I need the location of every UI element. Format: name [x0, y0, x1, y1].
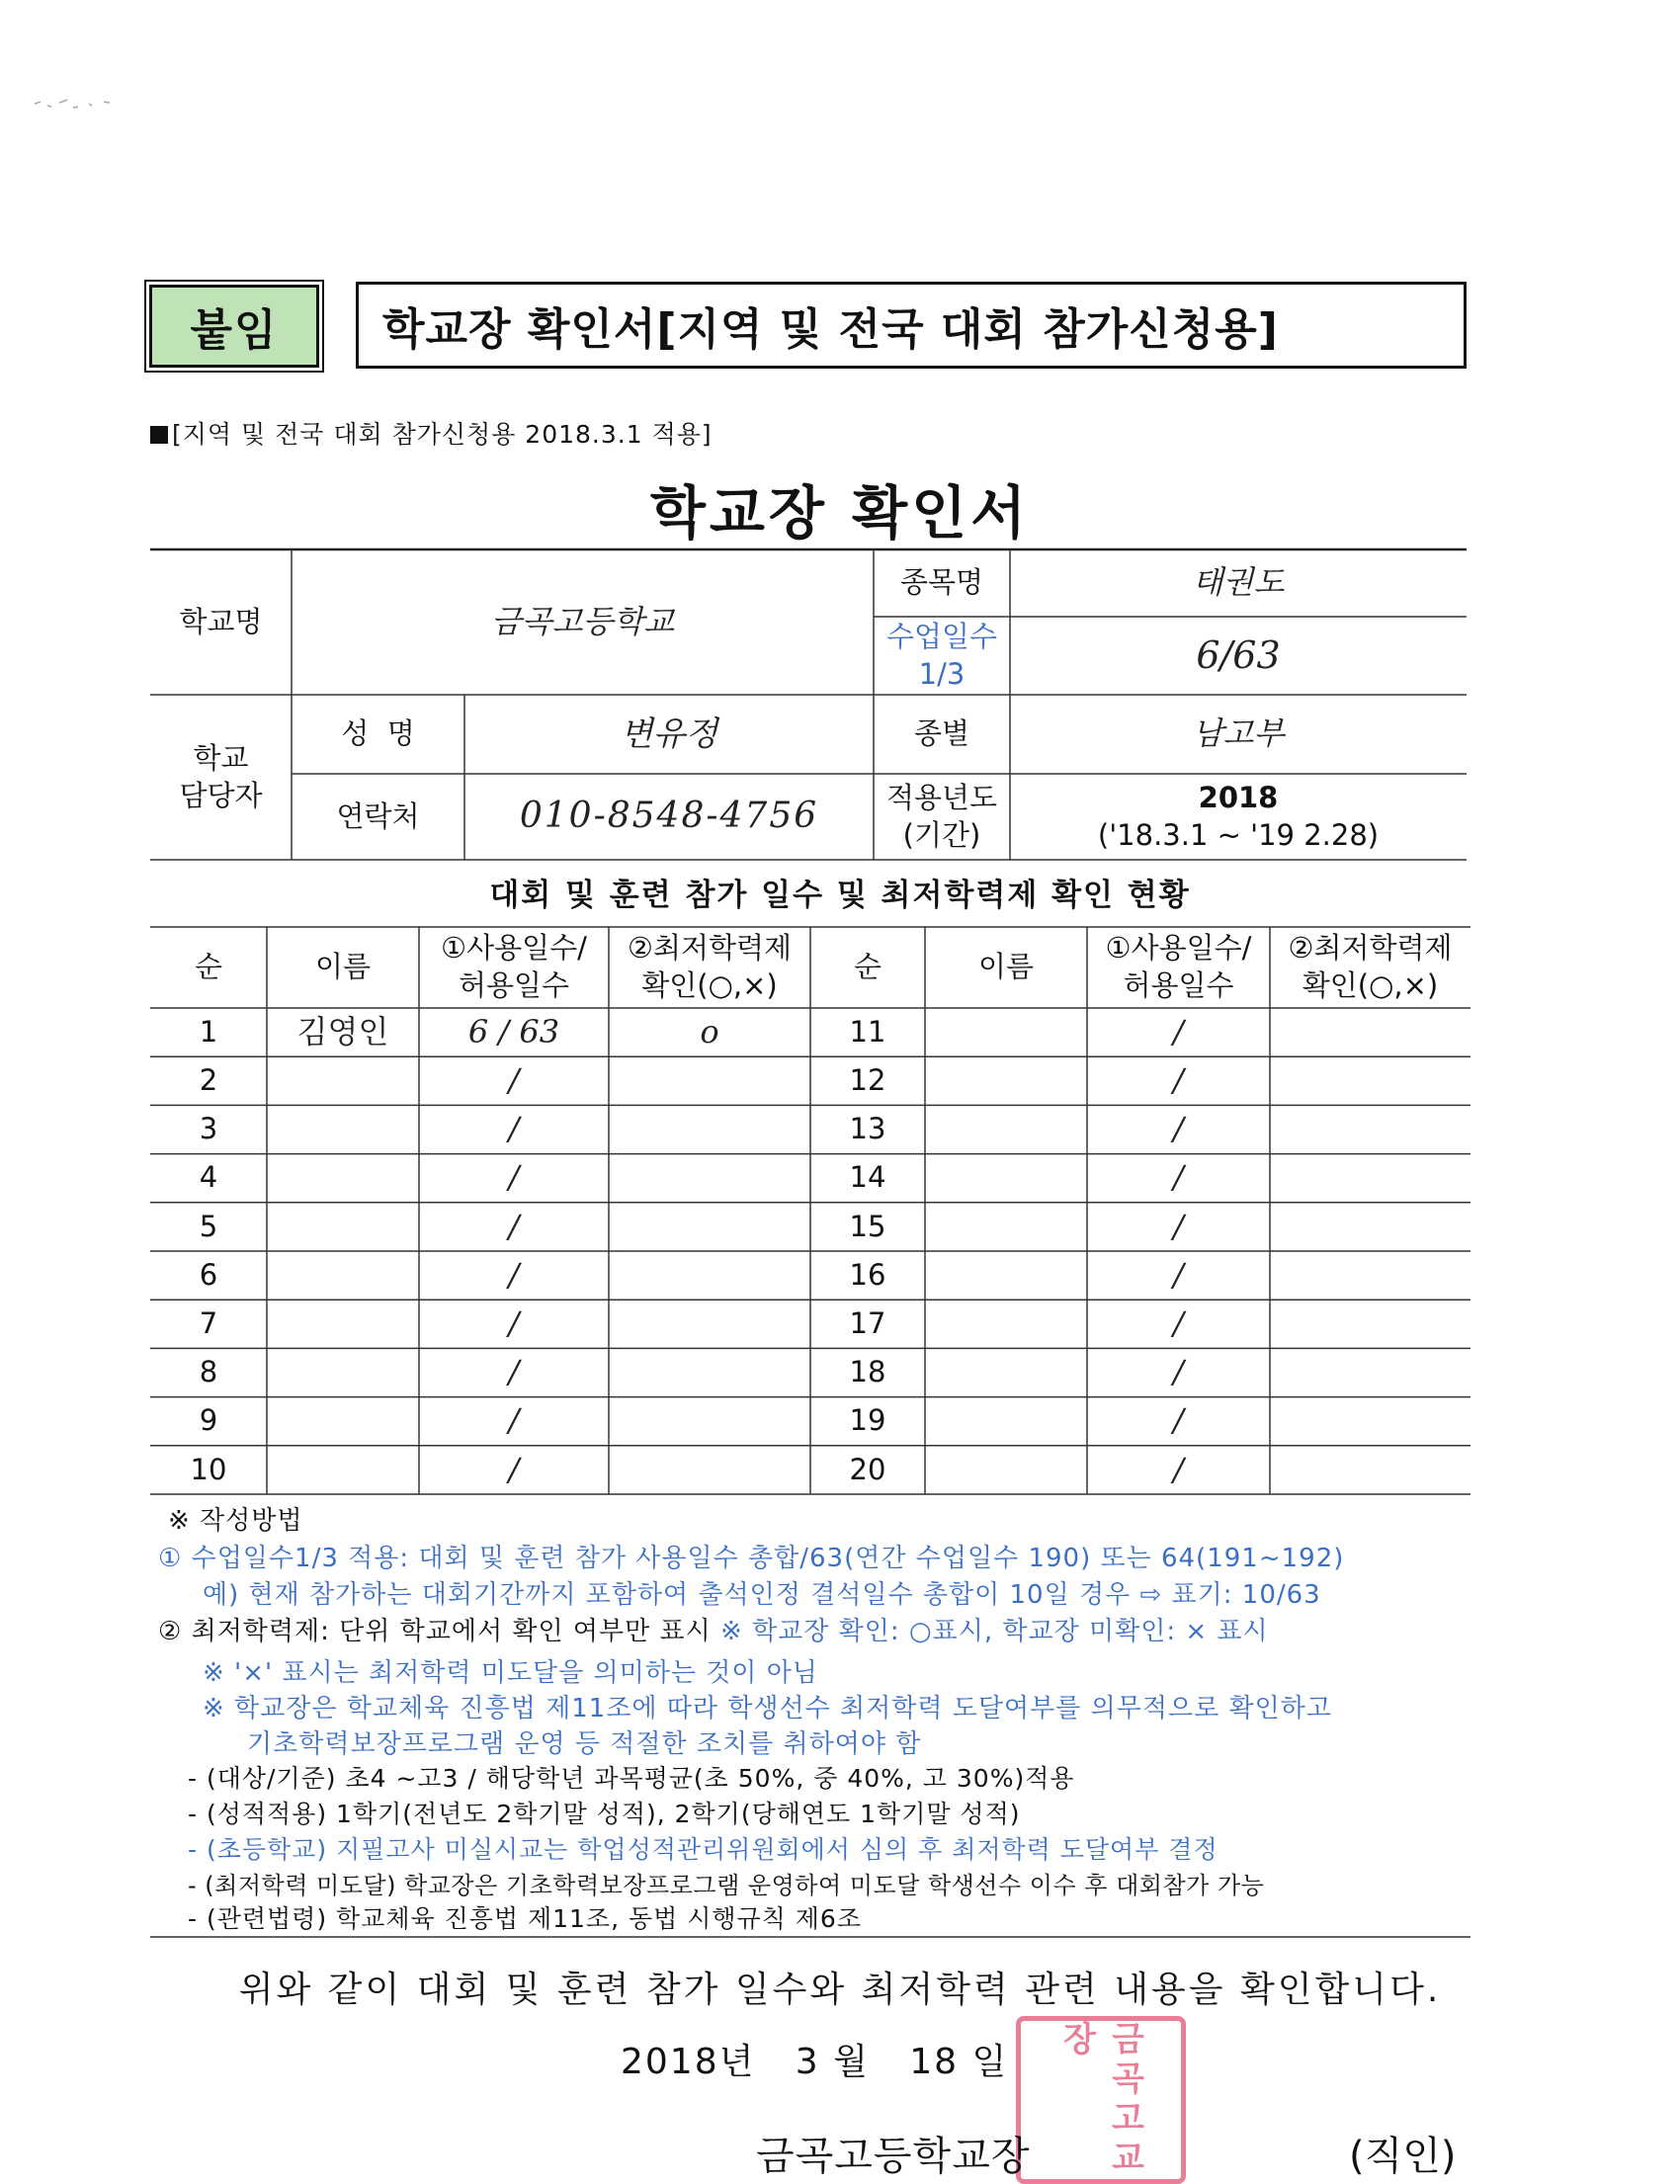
confirmation-sentence: 위와 같이 대회 및 훈련 참가 일수와 최저학력 관련 내용을 확인합니다.	[238, 1970, 1442, 2010]
date-month: 3 월	[795, 2042, 870, 2082]
row-used-days: /	[1173, 1012, 1184, 1050]
row-student-name	[925, 1300, 1087, 1348]
row-min-academic-check	[609, 1105, 810, 1153]
year-label-2: (기간)	[902, 817, 981, 852]
instruction-line-3a: ② 최저학력제: 단위 학교에서 확인 여부만 표시	[158, 1617, 721, 1646]
col-min-left	[609, 927, 810, 1008]
row-min-academic-check: o	[700, 1012, 719, 1050]
row-student-name	[925, 1056, 1087, 1105]
col-min-right-2: 확인(○,×)	[1302, 968, 1439, 1002]
row-min-academic-check	[1270, 1008, 1470, 1056]
row-number: 14	[849, 1160, 886, 1195]
year-value-2: ('18.3.1 ~ '19 2.28)	[1097, 817, 1380, 852]
row-min-academic-check	[1270, 1300, 1470, 1348]
instruction-line-8: - (성적적용) 1학기(전년도 2학기말 성적), 2학기(당해연도 1학기말 성적)	[188, 1800, 1021, 1828]
row-number: 10	[190, 1452, 227, 1486]
row-number: 3	[199, 1112, 218, 1146]
seal-text: 금곡고교장	[1056, 2021, 1144, 2179]
row-number: 9	[199, 1403, 218, 1438]
row-student-name	[267, 1300, 419, 1348]
instruction-line-11: - (관련법령) 학교체육 진흥법 제11조, 동법 시행규칙 제6조	[188, 1904, 862, 1933]
row-student-name	[925, 1105, 1087, 1153]
sport-value: 태권도	[1192, 563, 1285, 602]
col-no-right: 순	[853, 950, 882, 984]
category-value: 남고부	[1192, 714, 1285, 753]
confirmation-date	[621, 2034, 1008, 2084]
col-min-right	[1270, 927, 1470, 1008]
row-number: 5	[199, 1209, 218, 1243]
row-student-name	[925, 1348, 1087, 1396]
row-number: 15	[849, 1209, 886, 1243]
row-min-academic-check	[609, 1397, 810, 1446]
scan-speck-decoration	[30, 94, 148, 114]
instruction-line-3b: ※ 학교장 확인: ○표시, 학교장 미확인: × 표시	[720, 1617, 1269, 1646]
row-min-academic-check	[609, 1446, 810, 1494]
col-days-right-1: ①사용일수/	[1105, 931, 1252, 966]
row-used-days: /	[1173, 1207, 1184, 1245]
instruction-line-9: - (초등학교) 지필고사 미실시교는 학업성적관리위원회에서 심의 후 최저학력 도달여부 결정	[188, 1835, 1218, 1864]
instruction-line-5: ※ 학교장은 학교체육 진흥법 제11조에 따라 학생선수 최저학력 도달여부를 의무적으로 확인하고	[203, 1694, 1332, 1723]
instruction-line-4: ※ '×' 표시는 최저학력 미도달을 의미하는 것이 아님	[203, 1658, 818, 1688]
school-name-label: 학교명	[179, 604, 263, 638]
row-number: 8	[199, 1355, 218, 1389]
row-used-days: /	[1173, 1060, 1184, 1099]
seal-role-label: (직인)	[1349, 2134, 1457, 2179]
instruction-line-7: - (대상/기준) 초4 ~고3 / 해당학년 과목평균(초 50%, 중 40%, 고 30%)적용	[188, 1764, 1075, 1793]
sport-label: 종목명	[899, 565, 984, 600]
row-used-days: /	[508, 1207, 520, 1245]
date-day: 18 일	[909, 2042, 1009, 2082]
row-min-academic-check	[1270, 1397, 1470, 1446]
manager-label-1: 학교	[193, 740, 249, 775]
row-number: 17	[849, 1305, 886, 1340]
row-student-name	[925, 1251, 1087, 1300]
row-min-academic-check	[1270, 1056, 1470, 1105]
row-number: 16	[849, 1257, 886, 1292]
row-student-name	[925, 1203, 1087, 1251]
principal-name: 금곡고등학교장	[756, 2134, 1031, 2179]
col-no-left: 순	[194, 950, 222, 984]
col-days-right-2: 허용일수	[1123, 968, 1234, 1002]
row-used-days: /	[508, 1060, 520, 1099]
col-name-right: 이름	[977, 950, 1035, 984]
row-min-academic-check	[1270, 1348, 1470, 1396]
row-used-days: /	[1173, 1353, 1184, 1391]
row-number: 2	[199, 1062, 218, 1097]
col-days-left-2: 허용일수	[458, 968, 570, 1002]
row-used-days: /	[508, 1110, 520, 1148]
col-min-left-2: 확인(○,×)	[641, 968, 778, 1002]
row-number: 1	[199, 1014, 218, 1049]
row-student-name	[267, 1203, 419, 1251]
col-min-left-1: ②최저학력제	[627, 931, 793, 966]
row-student-name	[267, 1105, 419, 1153]
col-min-right-1: ②최저학력제	[1288, 931, 1453, 966]
row-min-academic-check	[609, 1154, 810, 1203]
row-used-days: /	[1173, 1401, 1184, 1440]
manager-label	[150, 695, 292, 860]
date-year: 2018년	[621, 2042, 756, 2082]
row-used-days: /	[1173, 1303, 1184, 1342]
row-min-academic-check	[1270, 1446, 1470, 1494]
row-number: 11	[849, 1014, 886, 1049]
row-min-academic-check	[609, 1300, 810, 1348]
year-value-1: 2018	[1198, 780, 1279, 814]
row-student-name	[267, 1446, 419, 1494]
col-name-left: 이름	[314, 950, 372, 984]
applied-note-text: [지역 및 전국 대회 참가신청용 2018.3.1 적용]	[172, 420, 713, 449]
manager-label-2: 담당자	[179, 778, 263, 812]
row-min-academic-check	[609, 1203, 810, 1251]
school-name-value: 금곡고등학교	[490, 602, 675, 640]
row-number: 20	[849, 1452, 886, 1486]
row-used-days: /	[1173, 1255, 1184, 1294]
manager-name-label: 성 명	[341, 716, 415, 751]
class-days-value: 6/63	[1196, 632, 1281, 677]
row-min-academic-check	[1270, 1105, 1470, 1153]
row-used-days: /	[508, 1255, 520, 1294]
row-student-name	[267, 1397, 419, 1446]
row-used-days: 6 / 63	[467, 1012, 560, 1050]
row-student-name	[925, 1446, 1087, 1494]
row-number: 13	[849, 1112, 886, 1146]
instructions-heading: ※ 작성방법	[168, 1506, 303, 1536]
row-min-academic-check	[609, 1348, 810, 1396]
row-used-days: /	[1173, 1110, 1184, 1148]
instruction-line-2: 예) 현재 참가하는 대회기간까지 포함하여 출석인정 결석일수 총합이 10일 경우 ⇨ 표기: 10/63	[203, 1580, 1321, 1610]
row-student-name	[925, 1008, 1087, 1056]
row-min-academic-check	[1270, 1154, 1470, 1203]
class-days-label-1: 수업일수	[885, 619, 998, 653]
year-value	[1010, 774, 1467, 860]
row-number: 12	[849, 1062, 886, 1097]
row-used-days: /	[508, 1353, 520, 1391]
row-number: 18	[849, 1355, 886, 1389]
instruction-line-3	[158, 1611, 1269, 1647]
row-used-days: /	[508, 1450, 520, 1488]
row-number: 7	[199, 1305, 218, 1340]
row-min-academic-check	[1270, 1251, 1470, 1300]
header-title: 학교장 확인서[지역 및 전국 대회 참가신청용]	[356, 282, 1467, 369]
attachment-tag: 붙임	[149, 285, 319, 368]
row-student-name: 김영인	[296, 1012, 389, 1050]
instruction-line-1: ① 수업일수1/3 적용: 대회 및 훈련 참가 사용일수 총합/63(연간 수업일수 190) 또는 64(191~192)	[158, 1544, 1345, 1573]
year-label-1: 적용년도	[885, 780, 998, 814]
row-number: 4	[199, 1160, 218, 1195]
manager-name-value: 변유정	[620, 714, 718, 754]
status-section-title: 대회 및 훈련 참가 일수 및 최저학력제 확인 현황	[489, 878, 1191, 913]
col-days-left-1: ①사용일수/	[441, 931, 587, 966]
row-number: 19	[849, 1403, 886, 1438]
row-student-name	[267, 1056, 419, 1105]
document-title: 학교장 확인서	[649, 479, 1031, 546]
row-used-days: /	[508, 1303, 520, 1342]
row-used-days: /	[1173, 1158, 1184, 1197]
row-used-days: /	[508, 1158, 520, 1197]
official-seal	[1016, 2016, 1186, 2184]
row-used-days: /	[508, 1401, 520, 1440]
year-label	[874, 774, 1010, 860]
row-student-name	[925, 1154, 1087, 1203]
instruction-line-10: - (최저학력 미도달) 학교장은 기초학력보장프로그램 운영하여 미도달 학생선수 이수 후 대회참가 가능	[188, 1872, 1265, 1899]
class-days-label-2: 1/3	[918, 656, 966, 691]
row-student-name	[925, 1397, 1087, 1446]
row-number: 6	[199, 1257, 218, 1292]
contact-value: 010-8548-4756	[519, 796, 819, 837]
col-days-left	[419, 927, 609, 1008]
category-label: 종별	[913, 716, 970, 751]
contact-label: 연락처	[336, 798, 420, 833]
class-days-label	[874, 617, 1010, 695]
row-student-name	[267, 1251, 419, 1300]
col-days-right	[1087, 927, 1270, 1008]
row-min-academic-check	[609, 1251, 810, 1300]
row-student-name	[267, 1348, 419, 1396]
row-used-days: /	[1173, 1450, 1184, 1488]
row-min-academic-check	[609, 1056, 810, 1105]
row-min-academic-check	[1270, 1203, 1470, 1251]
instruction-line-6: 기초학력보장프로그램 운영 등 적절한 조치를 취하여야 함	[247, 1729, 922, 1759]
row-student-name	[267, 1154, 419, 1203]
